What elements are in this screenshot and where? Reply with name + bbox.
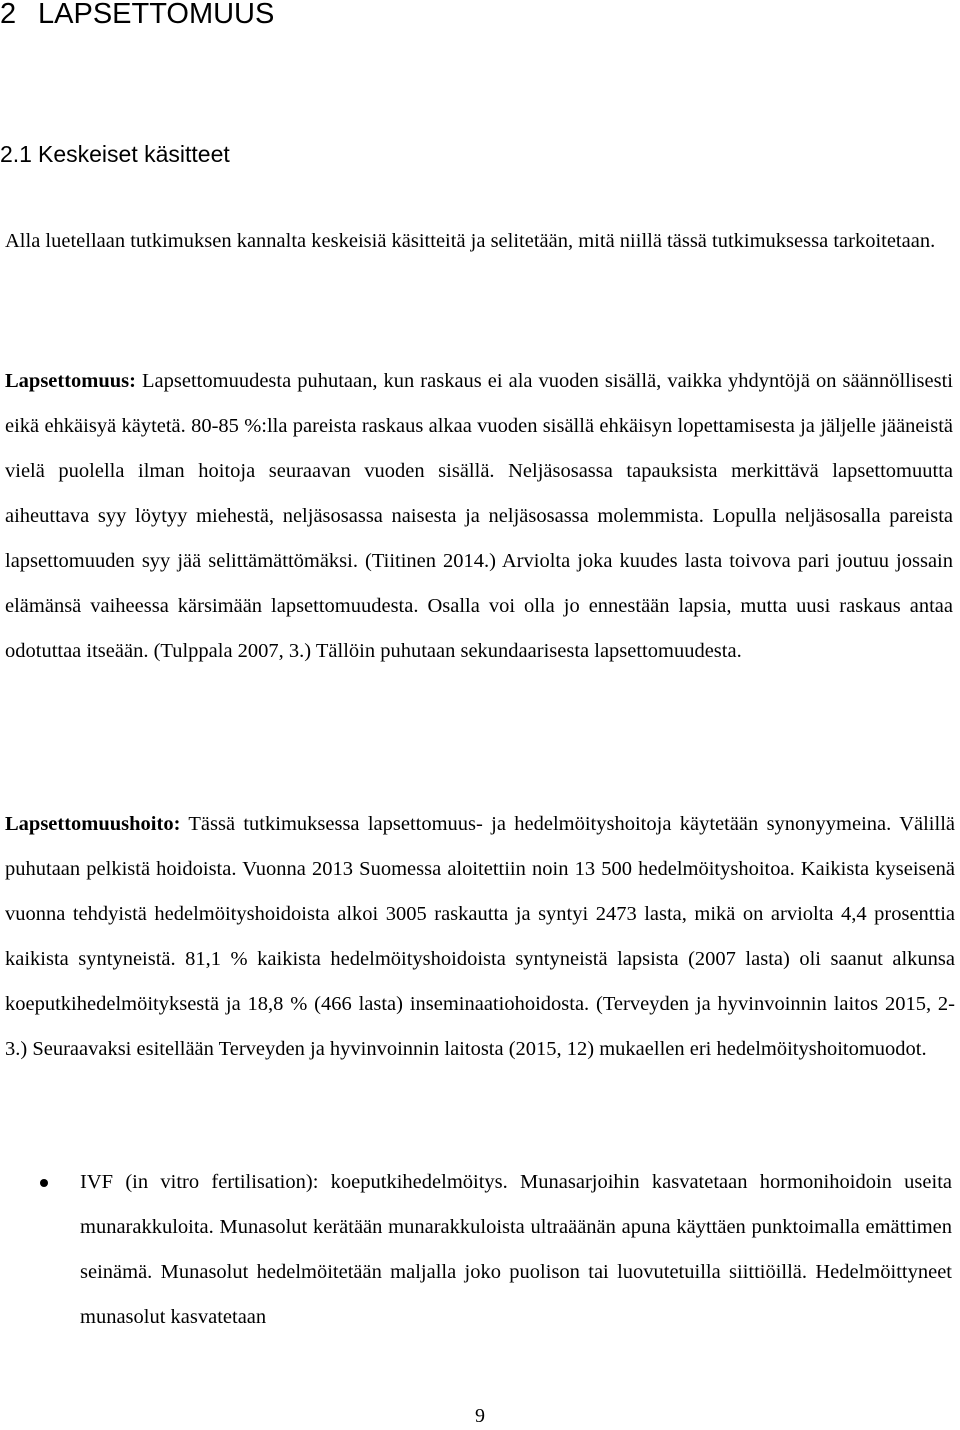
chapter-heading: [0, 0, 274, 34]
treatment-bullet-list: [0, 1160, 960, 1340]
section-number: 2.1: [0, 141, 32, 167]
definition-text: Tässä tutkimuksessa lapsettomuus- ja hedelmöityshoitoja käytetään synonyymeina. Välillä puhutaan pelkistä hoidoista. Vuonna 2013 Suomessa aloitettiin noin 13 500 hedelmöityshoitoa. Kaikista kyseisenä vuonna tehdyistä hedelmöityshoidoista alkoi 3005 raskautta ja syntyi 2473 lasta, mikä on arviolta 4,4 prosenttia kaikista syntyneistä. 81,1 % kaikista hedelmöityshoidoista syntyneistä lapsista (2007 lasta) oli saanut alkunsa koeputkihedelmöityksestä ja 18,8 % (466 lasta) inseminaatiohoidosta. (Terveyden ja hyvinvoinnin laitos 2015, 2-3.) Seuraavaksi esitellään Terveyden ja hyvinvoinnin laitosta (2015, 12) mukaellen eri hedelmöityshoitomuodot.: [5, 813, 955, 1060]
bullet-dot-icon: [40, 1179, 48, 1187]
intro-paragraph: Alla luetellaan tutkimuksen kannalta keskeisiä käsitteitä ja selitetään, mitä niillä tässä tutkimuksessa tarkoitetaan.: [5, 230, 936, 252]
definition-term: Lapsettomuus:: [5, 370, 136, 392]
chapter-title: LAPSETTOMUUS: [38, 0, 275, 30]
page-number: 9: [475, 1405, 485, 1427]
section-title: Keskeiset käsitteet: [38, 141, 230, 167]
definition-text: Lapsettomuudesta puhutaan, kun raskaus ei ala vuoden sisällä, vaikka yhdyntöjä on säännöllisesti eikä ehkäisyä käytetä. 80-85 %:lla pareista raskaus alkaa vuoden sisällä ehkäisyn lopettamisesta ja jäljelle jääneistä vielä puolella ilman hoitoja seuraavan vuoden sisällä. Neljäsosassa tapauksista merkittävä lapsettomuutta aiheuttava syy löytyy miehestä, neljäsosassa naisesta ja neljäsosassa molemmista. Lopulla neljäsosalla pareista lapsettomuuden syy jää selittämättömäksi. (Tiitinen 2014.) Arviolta joka kuudes lasta toivova pari joutuu jossain elämänsä vaiheessa kärsimään lapsettomuudesta. Osalla voi olla jo ennestään lapsia, mutta uusi raskaus antaa odotuttaa itseään. (Tulppala 2007, 3.) Tällöin puhutaan sekundaarisesta lapsettomuudesta.: [5, 370, 953, 662]
chapter-number: 2: [0, 0, 17, 30]
bullet-item-ivf: [0, 1160, 952, 1340]
section-heading: [0, 138, 230, 170]
definition-term: Lapsettomuushoito:: [5, 813, 181, 835]
definition-paragraph-lapsettomuus: [5, 359, 953, 674]
definition-paragraph-lapsettomuushoito: [5, 802, 955, 1072]
bullet-text: IVF (in vitro fertilisation): koeputkihedelmöitys. Munasarjoihin kasvatetaan hormonihoidoin useita munarakkuloita. Munasolut kerätään munarakkuloista ultraäänän apuna käyttäen punktoimalla emättimen seinämä. Munasolut hedelmöitetään maljalla joko puolison tai luovutetuilla siittiöillä. Hedelmöittyneet munasolut kasvatetaan: [80, 1171, 952, 1328]
